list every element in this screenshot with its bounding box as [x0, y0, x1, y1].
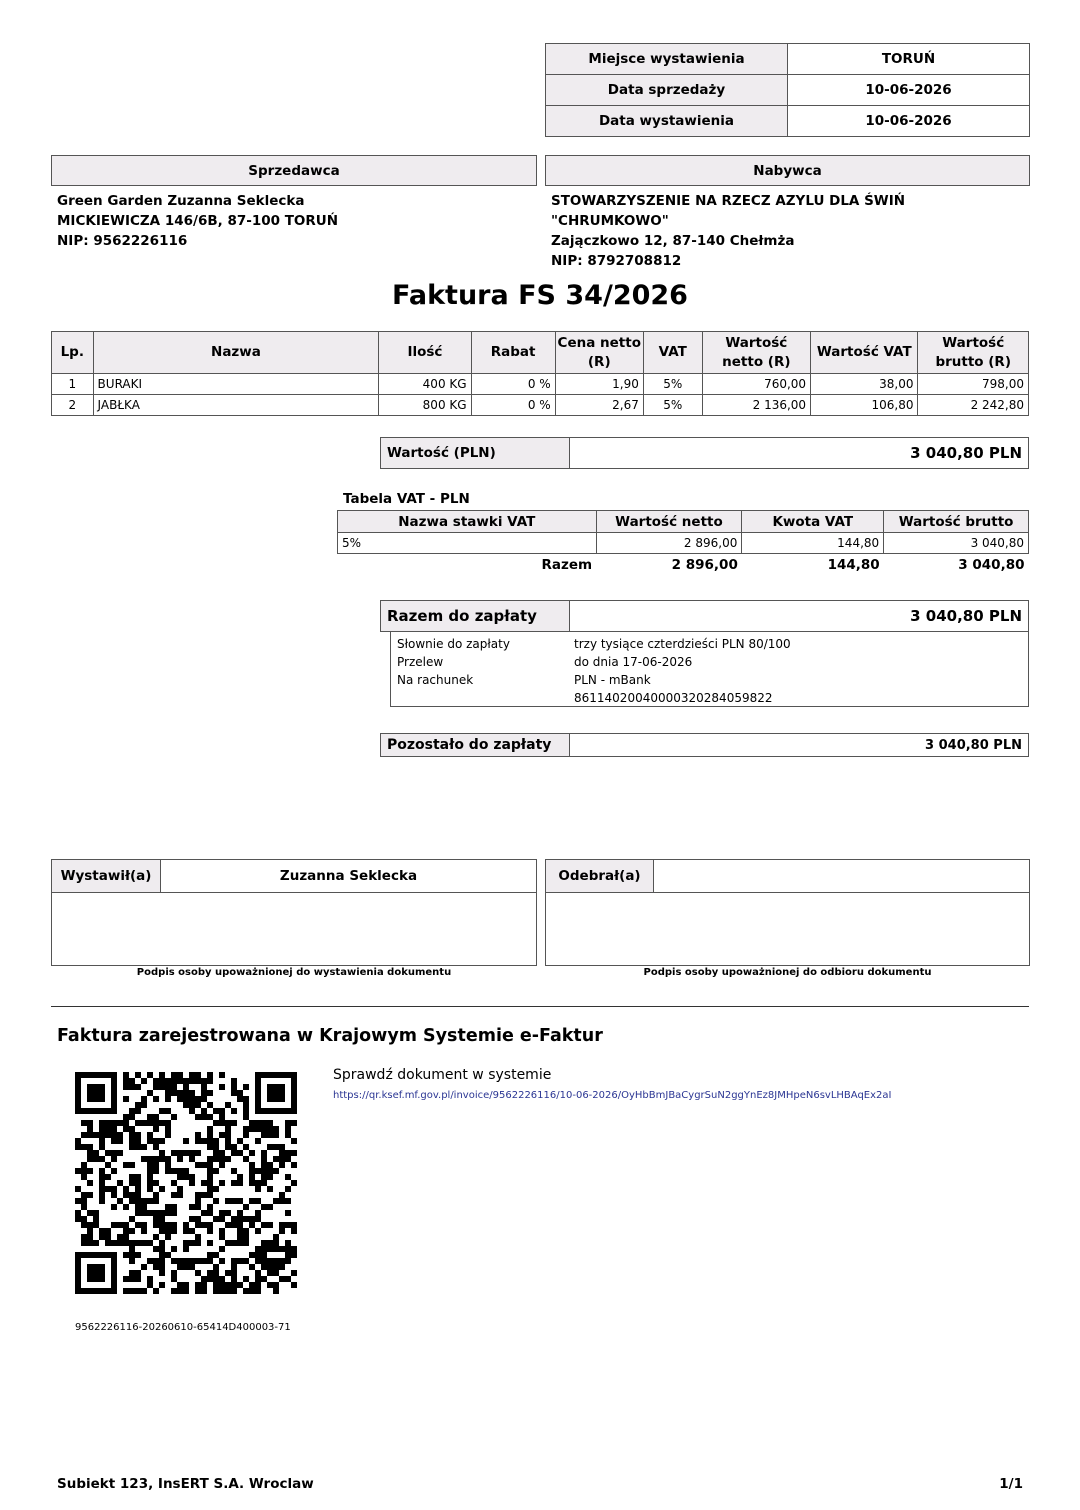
payment-method-value: do dnia 17-06-2026 — [574, 655, 693, 669]
col-vat: VAT — [643, 332, 702, 374]
vat-table-title: Tabela VAT - PLN — [343, 491, 470, 507]
sale-date-label: Data sprzedaży — [546, 75, 788, 106]
vat-rate: 5% — [338, 533, 597, 554]
col-net-price-line2: (R) — [587, 353, 611, 370]
vat-header-row — [338, 511, 1029, 533]
ksef-link[interactable]: https://qr.ksef.mf.gov.pl/invoice/9562226116/10-06-2026/OyHbBmJBaCygrSuN2ggYnEz8JMHpeN6svLHBAqEx2aI — [333, 1090, 892, 1101]
table-row — [52, 395, 1029, 416]
vat-sum-label: Razem — [541, 557, 593, 573]
seller-nip: NIP: 9562226116 — [57, 233, 188, 249]
issue-date-label: Data wystawienia — [546, 106, 788, 137]
col-gross-value-line2: brutto (R) — [935, 353, 1012, 370]
seller-block — [57, 191, 527, 251]
col-gross-value-line1: Wartość — [942, 334, 1005, 351]
row-lp: 2 — [52, 395, 94, 416]
to-pay-box — [380, 600, 1029, 632]
vat-table — [337, 510, 1029, 576]
value-amount: 3 040,80 PLN — [910, 444, 1022, 462]
issued-signature-box — [51, 859, 537, 966]
footer-software: Subiekt 123, InsERT S.A. Wroclaw — [57, 1476, 314, 1492]
seller-address: MICKIEWICZA 146/6B, 87-100 TORUŃ — [57, 213, 339, 229]
row-qty: 800 KG — [379, 395, 471, 416]
ksef-title: Faktura zarejestrowana w Krajowym Systemie e-Faktur — [57, 1026, 603, 1046]
to-pay-amount: 3 040,80 PLN — [910, 607, 1022, 625]
row-net-value: 2 136,00 — [702, 395, 810, 416]
row-name: BURAKI — [93, 374, 379, 395]
col-net-value — [702, 332, 810, 374]
vat-gross: 3 040,80 — [884, 533, 1029, 554]
payment-account-value: 86114020040000320284059822 — [574, 691, 773, 705]
buyer-address: Zajączkowo 12, 87-140 Chełmża — [551, 233, 795, 249]
vat-vat: 144,80 — [742, 533, 884, 554]
col-net-value-line2: netto (R) — [722, 353, 791, 370]
col-lp: Lp. — [52, 332, 94, 374]
table-row — [338, 533, 1029, 554]
row-lp: 1 — [52, 374, 94, 395]
check-document-label: Sprawdź dokument w systemie — [333, 1067, 552, 1083]
issued-name: Zuzanna Seklecka — [279, 868, 418, 884]
col-qty: Ilość — [379, 332, 471, 374]
row-qty: 400 KG — [379, 374, 471, 395]
col-vat-value: Wartość VAT — [811, 332, 918, 374]
value-box — [380, 437, 1029, 469]
received-label: Odebrał(a) — [546, 860, 654, 892]
invoice-meta-table — [545, 43, 1030, 137]
vat-sum-vat: 144,80 — [827, 557, 880, 573]
row-vat-value: 106,80 — [811, 395, 918, 416]
vat-col-rate: Nazwa stawki VAT — [338, 511, 597, 533]
place-label: Miejsce wystawienia — [546, 44, 788, 75]
remaining-label: Pozostało do zapłaty — [381, 734, 570, 756]
items-table — [51, 331, 1029, 416]
received-caption: Podpis osoby upoważnionej do odbioru dokumentu — [643, 967, 932, 978]
place-value: TORUŃ — [788, 44, 1030, 75]
row-net-price: 2,67 — [555, 395, 643, 416]
received-signature-header — [546, 860, 1029, 893]
row-discount: 0 % — [471, 395, 555, 416]
col-net-value-line1: Wartość — [725, 334, 788, 351]
qr-code-icon — [75, 1072, 297, 1294]
vat-sum-gross: 3 040,80 — [958, 557, 1025, 573]
value-label: Wartość (PLN) — [381, 438, 570, 468]
remaining-amount: 3 040,80 PLN — [925, 737, 1022, 753]
table-row — [52, 374, 1029, 395]
qr-id: 9562226116-20260610-65414D400003-71 — [75, 1322, 291, 1333]
buyer-block — [551, 191, 1026, 271]
col-net-price-line1: Cena netto — [557, 334, 641, 351]
row-net-price: 1,90 — [555, 374, 643, 395]
buyer-nip: NIP: 8792708812 — [551, 253, 682, 269]
payment-details — [390, 631, 1029, 707]
row-gross-value: 798,00 — [918, 374, 1029, 395]
issued-signature-header — [52, 860, 536, 893]
payment-method-label: Przelew — [397, 655, 444, 669]
seller-name: Green Garden Zuzanna Seklecka — [57, 193, 305, 209]
payment-words-label: Słownie do zapłaty — [397, 637, 510, 651]
row-gross-value: 2 242,80 — [918, 395, 1029, 416]
col-gross-value — [918, 332, 1029, 374]
row-vat-value: 38,00 — [811, 374, 918, 395]
items-header-row — [52, 332, 1029, 374]
footer-page-number: 1/1 — [999, 1476, 1023, 1492]
received-name — [654, 860, 1029, 892]
issued-label: Wystawił(a) — [52, 860, 161, 892]
row-discount: 0 % — [471, 374, 555, 395]
vat-col-gross: Wartość brutto — [884, 511, 1029, 533]
payment-words-value: trzy tysiące czterdzieści PLN 80/100 — [574, 637, 791, 651]
vat-sum-row — [338, 554, 1029, 577]
col-net-price — [555, 332, 643, 374]
section-divider — [51, 1006, 1029, 1007]
received-signature-box — [545, 859, 1030, 966]
row-name: JABŁKA — [93, 395, 379, 416]
invoice-title: Faktura FS 34/2026 — [392, 280, 688, 311]
sale-date-value: 10-06-2026 — [788, 75, 1030, 106]
col-discount: Rabat — [471, 332, 555, 374]
row-vat: 5% — [643, 374, 702, 395]
vat-col-vat: Kwota VAT — [742, 511, 884, 533]
issue-date-value: 10-06-2026 — [788, 106, 1030, 137]
payment-account-label: Na rachunek — [397, 673, 474, 687]
seller-header: Sprzedawca — [51, 155, 537, 186]
payment-bank-value: PLN - mBank — [574, 673, 651, 687]
vat-sum-net: 2 896,00 — [671, 557, 738, 573]
buyer-name: STOWARZYSZENIE NA RZECZ AZYLU DLA ŚWIŃ "CHRUMKOWO" — [551, 193, 906, 229]
remaining-box — [380, 733, 1029, 757]
to-pay-label: Razem do zapłaty — [381, 601, 570, 631]
vat-net: 2 896,00 — [596, 533, 742, 554]
issued-caption: Podpis osoby upoważnionej do wystawienia dokumentu — [136, 967, 452, 978]
row-vat: 5% — [643, 395, 702, 416]
col-name: Nazwa — [93, 332, 379, 374]
vat-col-net: Wartość netto — [596, 511, 742, 533]
row-net-value: 760,00 — [702, 374, 810, 395]
buyer-header: Nabywca — [545, 155, 1030, 186]
